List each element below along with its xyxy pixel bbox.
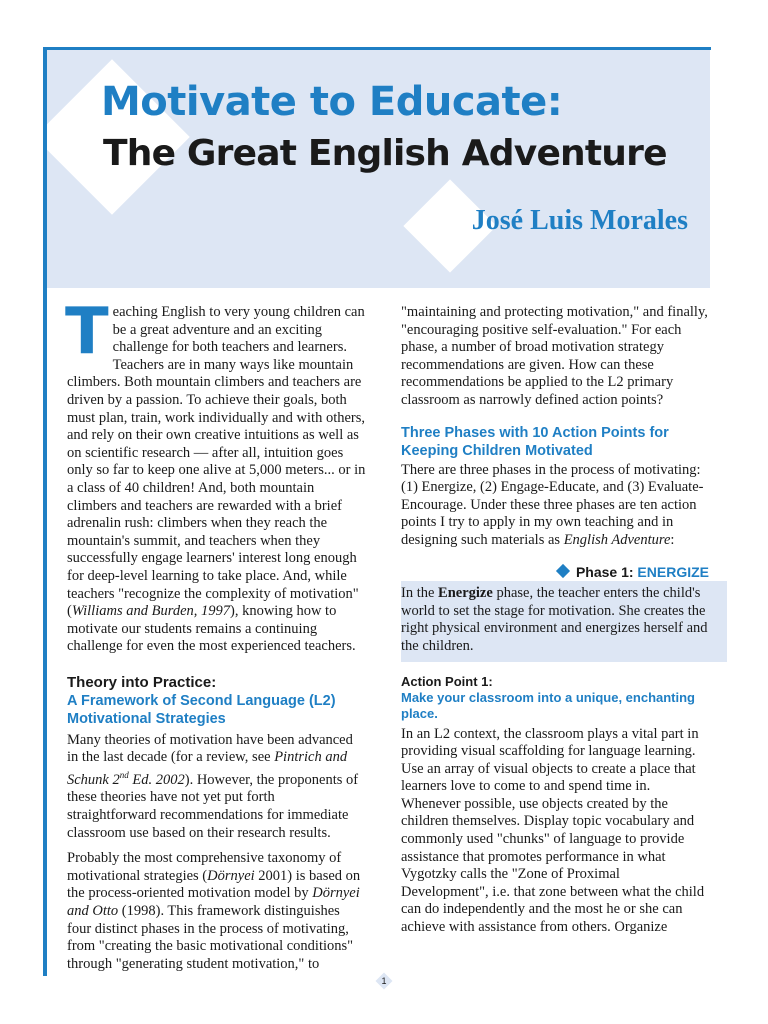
action-point-label: Action Point 1: <box>401 673 493 689</box>
author-name: José Luis Morales <box>471 205 688 236</box>
right-column <box>401 304 709 937</box>
body-paragraph-3: Probably the most comprehensive taxonomy of motivational strategies (Dörnyei 2001) is based on the process-oriented motivation model by Dörnyei and Otto (1998). This framework distinguishes four distinct phases in the process of motivating, from "creating the basic motivational conditions" through "generating student motivation," to <box>67 850 361 972</box>
action-point-paragraph: In an L2 context, the classroom plays a vital part in providing visual scaffolding for language learning. Use an array of visual objects to create a place that learners love to come to and spend time in. Whenever possible, use objects created by the children themselves. Display topic vocabulary and commonly used "chunks" of language to provide assistance that promotes performance in what Vygotzky calls the "Zone of Proximal Development", i.e. that zone between what the child can do independently and the most he or she can achieve with assistance from others. Organize <box>401 725 705 936</box>
article-title: Motivate to Educate: <box>101 79 563 125</box>
phase-heading: Phase 1: ENERGIZE <box>401 564 709 582</box>
phases-heading: Three Phases with 10 Action Points for Keeping Children Motivated <box>401 424 669 459</box>
phases-paragraph: There are three phases in the process of motivating: (1) Energize, (2) Engage-Educate, and (3) Evaluate-Encourage. Under these three phases are ten action points I try to apply in my own teaching and in designing such materials as English Adventure: <box>401 461 704 548</box>
section-subheading: A Framework of Second Language (L2) Motivational Strategies <box>67 692 336 727</box>
action-point-title: Make your classroom into a unique, enchanting place. <box>401 689 695 721</box>
diamond-bullet-icon <box>556 563 570 577</box>
article-subtitle: The Great English Adventure <box>103 133 667 174</box>
left-column <box>65 295 367 973</box>
drop-cap: T <box>65 295 109 369</box>
body-paragraph-2: Many theories of motivation have been advanced in the last decade (for a review, see Pintrich and Schunk 2nd Ed. 2002). However, the proponents of these theories have not yet put forth straightforward recommendations for immediate classroom use based on their research results. <box>67 731 359 841</box>
intro-paragraph: Teaching English to very young children can be a great adventure and an exciting challenge for both teachers and learners. Teachers are in many ways like mountain climbers. Both mountain climbers and teachers are driven by a passion. To achieve their goals, both must plan, train, work individually and with others, and rely on their own creative intuitions as well as on scientific research — after all, intuition goes only so far to keep one alive at 5,000 meters... or in a class of 40 children! And, both mountain climbers and teachers are rewarded with a brief adrenalin rush: climbers when they reach the mountain's summit, and teachers when they successfully engage learners' interest long enough for deep-level learning to take place. And, while teachers "recognize the complexity of motivation" (Williams and Burden, 1997), knowing how to motivate our students remains a continuing challenge for even the most experienced teachers. <box>65 295 366 655</box>
phase-description-box <box>401 581 727 661</box>
page-number: 1 <box>375 972 393 990</box>
section-heading: Theory into Practice: <box>67 673 217 691</box>
phase-description: In the Energize phase, the teacher enters the child's world to set the stage for motivation. She creates the right physical environment and energizes herself and the children. <box>401 585 708 654</box>
body-paragraph-continued: "maintaining and protecting motivation," and finally, "encouraging positive self-evaluation." For each phase, a number of broad motivation strategy recommendations are given. How can these recommendations be applied to the L2 primary classroom as narrowly defined action points? <box>401 304 708 408</box>
